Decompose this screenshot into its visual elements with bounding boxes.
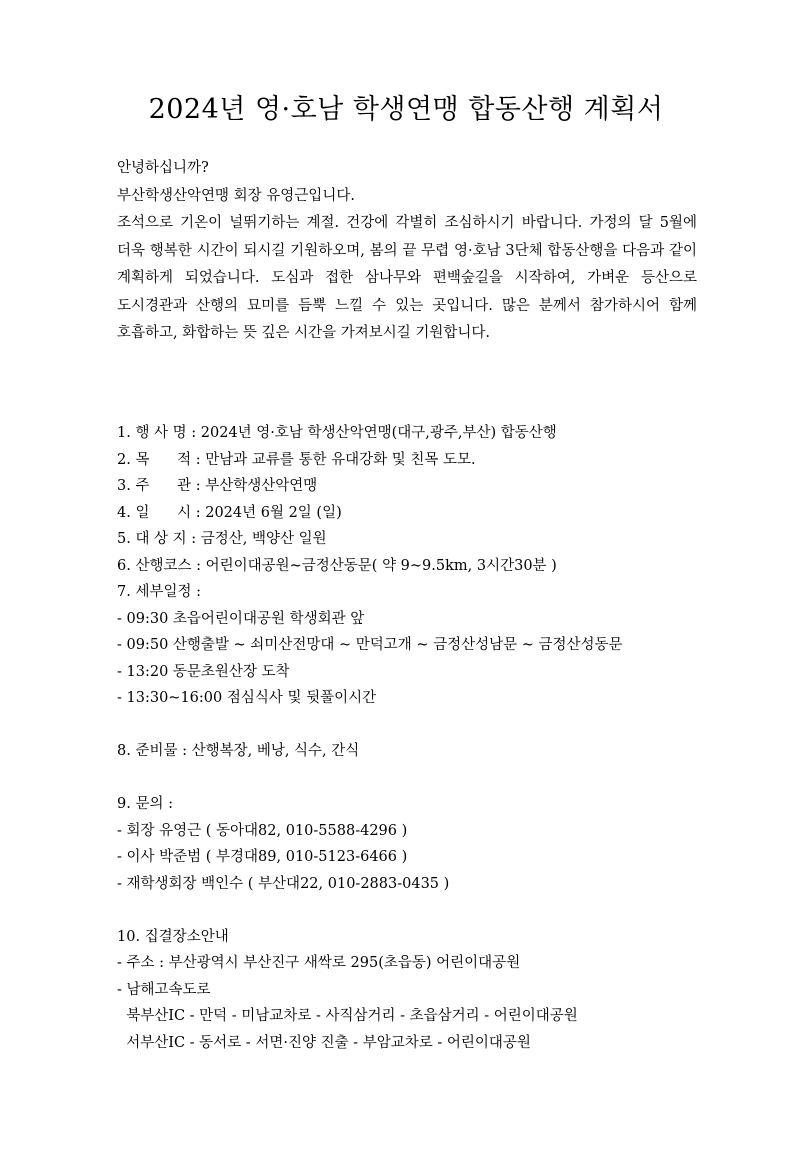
self-intro: 부산학생산악연맹 회장 유영근입니다. xyxy=(117,187,355,204)
meeting-item: 북부산IC - 만덕 - 미남교차로 - 사직삼거리 - 초읍삼거리 - 어린이대공원 xyxy=(117,1008,578,1024)
spacer xyxy=(117,897,737,924)
meeting-item: - 주소 : 부산광역시 부산진구 새싹로 295(초읍동) 어린이대공원 xyxy=(117,955,521,971)
intro-body: 조석으로 기온이 널뛰기하는 계절. 건강에 각별히 조심하시기 바랍니다. 가정의 달 5월에 더욱 행복한 시간이 되시길 기원하오며, 봄의 끝 무렵 영·호남 3단체 합동산행을 다음과 같이 계획하게 되었습니다. 도심과 접한 삼나무와 편백숲길을 시작하여, 가벼운 등산으로 도시경관과 산행의 묘미를 듬뿍 느낄 수 있는 곳입니다. 많은 분께서 참가하시어 함께 호흡하고, 화합하는 뜻 깊은 시간을 가져보시길 기원합니다. xyxy=(117,215,697,341)
purpose-line: 2. 목 적 : 만남과 교류를 통한 유대강화 및 친목 도모. xyxy=(117,451,476,468)
spacer xyxy=(117,765,737,792)
schedule-item: - 09:30 초읍어린이대공원 학생회관 앞 xyxy=(117,610,365,627)
supplies-line: 8. 준비물 : 산행복장, 베낭, 식수, 간식 xyxy=(117,743,360,759)
schedule-item: - 13:30~16:00 점심식사 및 뒷풀이시간 xyxy=(117,690,377,706)
contact-header: 9. 문의 : xyxy=(117,796,173,812)
document-title: 2024년 영·호남 학생연맹 합동산행 계획서 xyxy=(148,94,664,125)
meeting-item: - 남해고속도로 xyxy=(117,981,211,998)
plan-details xyxy=(117,420,737,1056)
target-line: 5. 대 상 지 : 금정산, 백양산 일원 xyxy=(117,531,327,547)
event-name-line: 1. 행 사 명 : 2024년 영·호남 학생산악연맹(대구,광주,부산) 합동산행 xyxy=(117,425,557,441)
schedule-header: 7. 세부일정 : xyxy=(117,584,201,600)
course-line: 6. 산행코스 : 어린이대공원~금정산동문( 약 9~9.5km, 3시간30분 ) xyxy=(117,557,557,574)
contact-item: - 재학생회장 백인수 ( 부산대22, 010-2883-0435 ) xyxy=(117,875,450,892)
spacer xyxy=(117,712,737,739)
meeting-item: 서부산IC - 동서로 - 서면·진양 진출 - 부암교차로 - 어린이대공원 xyxy=(117,1034,531,1051)
schedule-item: - 13:20 동문초원산장 도착 xyxy=(117,663,290,680)
date-line: 4. 일 시 : 2024년 6월 2일 (일) xyxy=(117,504,342,521)
greeting: 안녕하십니까? xyxy=(117,160,209,176)
contact-item: - 회장 유영근 ( 동아대82, 010-5588-4296 ) xyxy=(117,822,408,839)
contact-item: - 이사 박준범 ( 부경대89, 010-5123-6466 ) xyxy=(117,849,408,865)
schedule-item: - 09:50 산행출발 ~ 쇠미산전망대 ~ 만덕고개 ~ 금정산성남문 ~ 금정산성동문 xyxy=(117,637,623,653)
host-line: 3. 주 관 : 부산학생산악연맹 xyxy=(117,478,318,494)
intro-section xyxy=(117,155,697,348)
meeting-header: 10. 집결장소안내 xyxy=(117,928,229,945)
